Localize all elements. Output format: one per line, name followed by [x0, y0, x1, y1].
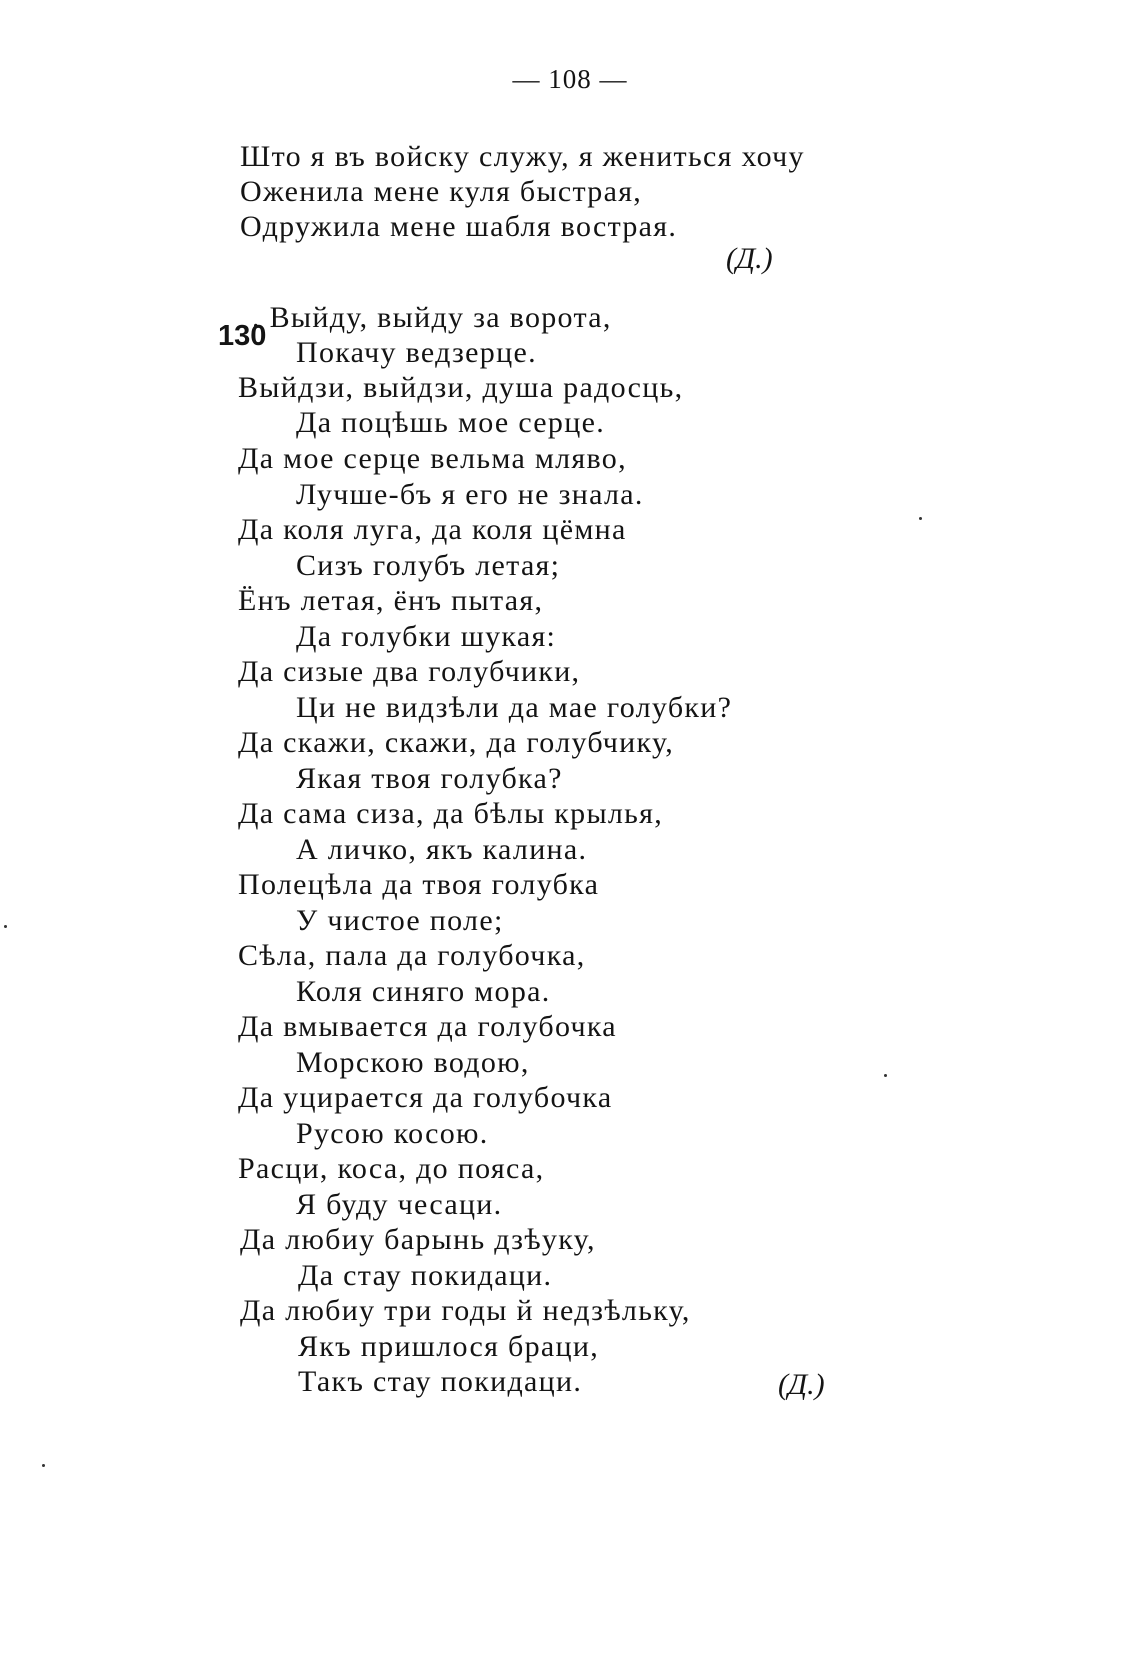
- verse-line: Да поцѣшь мое серце.: [296, 406, 605, 439]
- verse-line: Морскою водою,: [296, 1046, 530, 1079]
- verse-line: А личко, якъ калина.: [296, 833, 588, 866]
- scan-speck: [919, 517, 922, 520]
- verse-line: Да скажи, скажи, да голубчику,: [238, 726, 675, 759]
- verse-line: Такъ стау покидаци.: [298, 1365, 583, 1398]
- verse-line: Сѣла, пала да голубочка,: [238, 939, 586, 972]
- verse-line: Ёнъ летая, ёнъ пытая,: [238, 584, 544, 617]
- verse-line: . Выйду, выйду за ворота,: [252, 301, 612, 334]
- verse-line: Якая твоя голубка?: [296, 762, 563, 795]
- verse-line: Покачу ведзерце.: [296, 336, 537, 369]
- verse-line: Коля синяго мора.: [296, 975, 551, 1008]
- source-signature: (Д.): [726, 242, 773, 275]
- song-number: 130: [218, 320, 267, 352]
- page-number: — 108 —: [512, 64, 628, 94]
- verse-line: Да вмывается да голубочка: [238, 1010, 617, 1043]
- verse-line: Да стау покидаци.: [298, 1259, 553, 1292]
- verse-line: Оженила мене куля быстрая,: [240, 175, 643, 208]
- verse-line: Да сама сиза, да бѣлы крылья,: [238, 797, 664, 830]
- verse-line: Да любиу три годы й недзѣльку,: [240, 1294, 691, 1327]
- scan-speck: [4, 925, 7, 928]
- verse-line: Да голубки шукая:: [296, 620, 557, 653]
- scan-speck: [42, 1464, 45, 1467]
- verse-line: Полецѣла да твоя голубка: [238, 868, 600, 901]
- verse-line: Што я въ войску служу, я жениться хочу: [240, 140, 805, 173]
- verse-line: Ци не видзѣли да мае голубки?: [296, 691, 733, 724]
- source-signature: (Д.): [778, 1368, 825, 1401]
- verse-line: Одружила мене шабля вострая.: [240, 210, 678, 243]
- verse-line: Якъ пришлося браци,: [298, 1330, 600, 1363]
- verse-line: Да уцирается да голубочка: [238, 1081, 613, 1114]
- verse-line: Сизъ голубъ летая;: [296, 549, 561, 582]
- scan-speck: [884, 1074, 887, 1077]
- verse-line: Да коля луга, да коля цёмна: [238, 513, 627, 546]
- verse-line: Расци, коса, до пояса,: [238, 1152, 545, 1185]
- verse-line: Русою косою.: [296, 1117, 489, 1150]
- verse-line: Выйдзи, выйдзи, душа радосць,: [238, 371, 684, 404]
- verse-line: Да любиу барынь дзѣуку,: [240, 1223, 596, 1256]
- verse-line: Я буду чесаци.: [296, 1188, 503, 1221]
- verse-line: У чистое поле;: [296, 904, 504, 937]
- verse-line: Да мое серце вельма мляво,: [238, 442, 627, 475]
- verse-line: Лучше-бъ я его не знала.: [296, 478, 644, 511]
- verse-line: Да сизые два голубчики,: [238, 655, 581, 688]
